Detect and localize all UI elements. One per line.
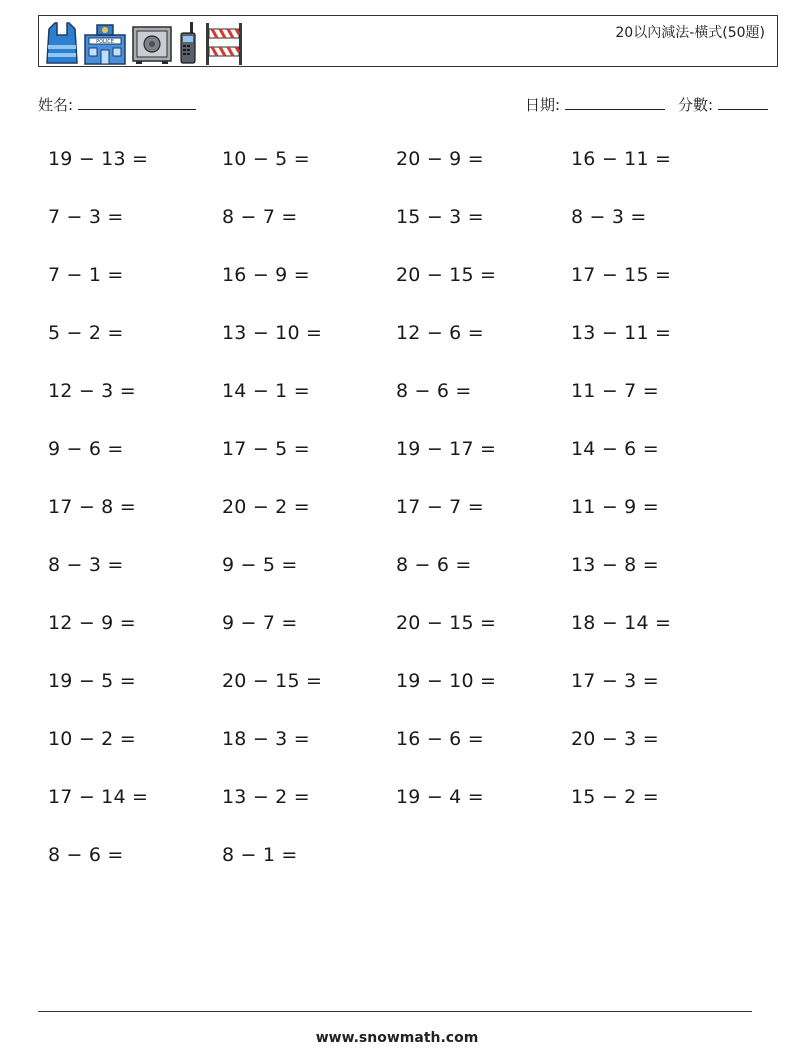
problem-item: 13 − 8 = [571,554,659,576]
police-station-icon [83,23,127,65]
icon-strip [45,19,245,65]
problem-row [48,728,748,786]
problem-row [48,322,748,380]
problem-item: 18 − 14 = [571,612,672,634]
problem-row [48,844,748,902]
problem-item: 17 − 14 = [48,786,149,808]
problem-row [48,786,748,844]
problem-item: 20 − 15 = [222,670,323,692]
problem-item: 17 − 3 = [571,670,659,692]
problem-row [48,264,748,322]
problem-item: 9 − 6 = [48,438,124,460]
problem-item: 19 − 13 = [48,148,149,170]
problem-item: 9 − 5 = [222,554,298,576]
problem-item: 7 − 3 = [48,206,124,228]
problem-item: 13 − 2 = [222,786,310,808]
problem-item: 12 − 6 = [396,322,484,344]
problem-item: 19 − 17 = [396,438,497,460]
score-field[interactable] [678,94,768,115]
svg-text:POLICE: POLICE [96,39,114,45]
problem-item: 8 − 3 = [48,554,124,576]
date-field[interactable] [525,94,665,115]
problem-item: 15 − 3 = [396,206,484,228]
problem-item: 5 − 2 = [48,322,124,344]
score-blank[interactable] [718,95,768,110]
problem-item: 10 − 5 = [222,148,310,170]
name-blank[interactable] [78,95,196,110]
date-blank[interactable] [565,95,665,110]
problem-item: 20 − 15 = [396,264,497,286]
problem-row [48,670,748,728]
barrier-icon [203,21,245,65]
problem-item: 13 − 10 = [222,322,323,344]
problem-item: 15 − 2 = [571,786,659,808]
problem-item: 20 − 9 = [396,148,484,170]
problem-item: 11 − 9 = [571,496,659,518]
problem-row [48,206,748,264]
problem-item: 19 − 4 = [396,786,484,808]
worksheet-title: 20以內減法-橫式(50題) [615,25,765,41]
problem-item: 18 − 3 = [222,728,310,750]
problem-item: 7 − 1 = [48,264,124,286]
problem-item: 8 − 7 = [222,206,298,228]
problem-item: 13 − 11 = [571,322,672,344]
problem-item: 10 − 2 = [48,728,136,750]
problem-item: 16 − 9 = [222,264,310,286]
problem-item: 8 − 1 = [222,844,298,866]
problem-item: 20 − 2 = [222,496,310,518]
problem-row [48,380,748,438]
name-label: 姓名: [38,96,74,114]
problem-item: 9 − 7 = [222,612,298,634]
problem-row [48,148,748,206]
footer-url: www.snowmath.com [315,1030,479,1046]
problem-row [48,438,748,496]
problem-item: 12 − 9 = [48,612,136,634]
problem-item: 14 − 6 = [571,438,659,460]
problem-item: 12 − 3 = [48,380,136,402]
score-label: 分數: [678,96,714,114]
problem-row [48,554,748,612]
name-field[interactable] [38,94,196,115]
problem-grid [48,148,748,902]
problem-item: 8 − 6 = [396,380,472,402]
walkie-talkie-icon [177,21,199,65]
problem-item: 8 − 6 = [48,844,124,866]
problem-item: 8 − 3 = [571,206,647,228]
problem-item: 11 − 7 = [571,380,659,402]
problem-item: 17 − 7 = [396,496,484,518]
vest-icon [45,21,79,65]
problem-item: 19 − 5 = [48,670,136,692]
problem-item: 17 − 15 = [571,264,672,286]
problem-item: 14 − 1 = [222,380,310,402]
problem-item: 19 − 10 = [396,670,497,692]
problem-item: 20 − 3 = [571,728,659,750]
problem-item: 8 − 6 = [396,554,472,576]
problem-item: 20 − 15 = [396,612,497,634]
problem-row [48,612,748,670]
worksheet-header [38,15,778,67]
problem-row [48,496,748,554]
problem-item: 17 − 5 = [222,438,310,460]
footer-divider [38,1011,752,1012]
problem-item: 16 − 6 = [396,728,484,750]
problem-item: 16 − 11 = [571,148,672,170]
problem-item: 17 − 8 = [48,496,136,518]
date-label: 日期: [525,96,561,114]
safe-icon [131,25,173,65]
